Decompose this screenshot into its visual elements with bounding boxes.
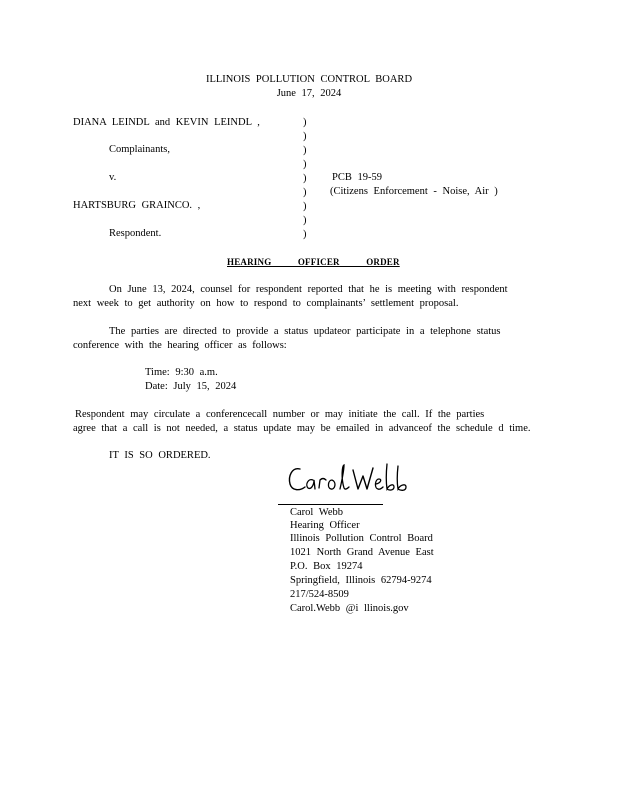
complainants-names: DIANA LEINDL and KEVIN LEINDL , xyxy=(73,117,260,128)
signer-title: Hearing Officer xyxy=(290,520,360,531)
signer-email: Carol.Webb @i llinois.gov xyxy=(290,603,409,614)
case-number: PCB 19-59 xyxy=(332,172,382,183)
complainants-role: Complainants, xyxy=(109,144,170,155)
versus-label: v. xyxy=(109,172,117,183)
caption-paren: ) xyxy=(303,145,307,156)
case-type: (Citizens Enforcement - Noise, Air ) xyxy=(330,186,498,197)
order-title: HEARING OFFICER ORDER xyxy=(227,257,400,267)
paragraph-3-line-1: Respondent may circulate a conferencecall number or may initiate the call. If the parties xyxy=(75,409,485,420)
signer-city: Springfield, Illinois 62794-9274 xyxy=(290,575,432,586)
caption-paren: ) xyxy=(303,131,307,142)
paragraph-3-line-2: agree that a call is not needed, a status update may be emailed in advanceof the schedule d time. xyxy=(73,423,531,434)
respondent-name: HARTSBURG GRAINCO. , xyxy=(73,200,201,211)
paragraph-2-line-2: conference with the hearing officer as follows: xyxy=(73,340,287,351)
handwritten-signature xyxy=(286,460,416,498)
signer-agency: Illinois Pollution Control Board xyxy=(290,533,433,544)
signature-line xyxy=(278,504,383,505)
hearing-date: Date: July 15, 2024 xyxy=(145,381,237,392)
hearing-time: Time: 9:30 a.m. xyxy=(145,367,218,378)
signer-street: 1021 North Grand Avenue East xyxy=(290,547,434,558)
agency-name: ILLINOIS POLLUTION CONTROL BOARD xyxy=(205,74,413,85)
caption-paren: ) xyxy=(303,173,307,184)
paragraph-2-line-1: The parties are directed to provide a status updateor participate in a telephone status xyxy=(109,326,501,337)
order-date: June 17, 2024 xyxy=(276,88,342,99)
signer-phone: 217/524-8509 xyxy=(290,589,349,600)
caption-paren: ) xyxy=(303,187,307,198)
signer-name: Carol Webb xyxy=(290,507,343,518)
caption-paren: ) xyxy=(303,215,307,226)
caption-paren: ) xyxy=(303,117,307,128)
respondent-role: Respondent. xyxy=(109,228,162,239)
caption-paren: ) xyxy=(303,229,307,240)
caption-paren: ) xyxy=(303,159,307,170)
so-ordered: IT IS SO ORDERED. xyxy=(109,450,211,461)
paragraph-1-line-1: On June 13, 2024, counsel for respondent reported that he is meeting with respondent xyxy=(109,284,508,295)
caption-paren: ) xyxy=(303,201,307,212)
paragraph-1-line-2: next week to get authority on how to respond to complainants’ settlement proposal. xyxy=(73,298,459,309)
signer-po-box: P.O. Box 19274 xyxy=(290,561,363,572)
